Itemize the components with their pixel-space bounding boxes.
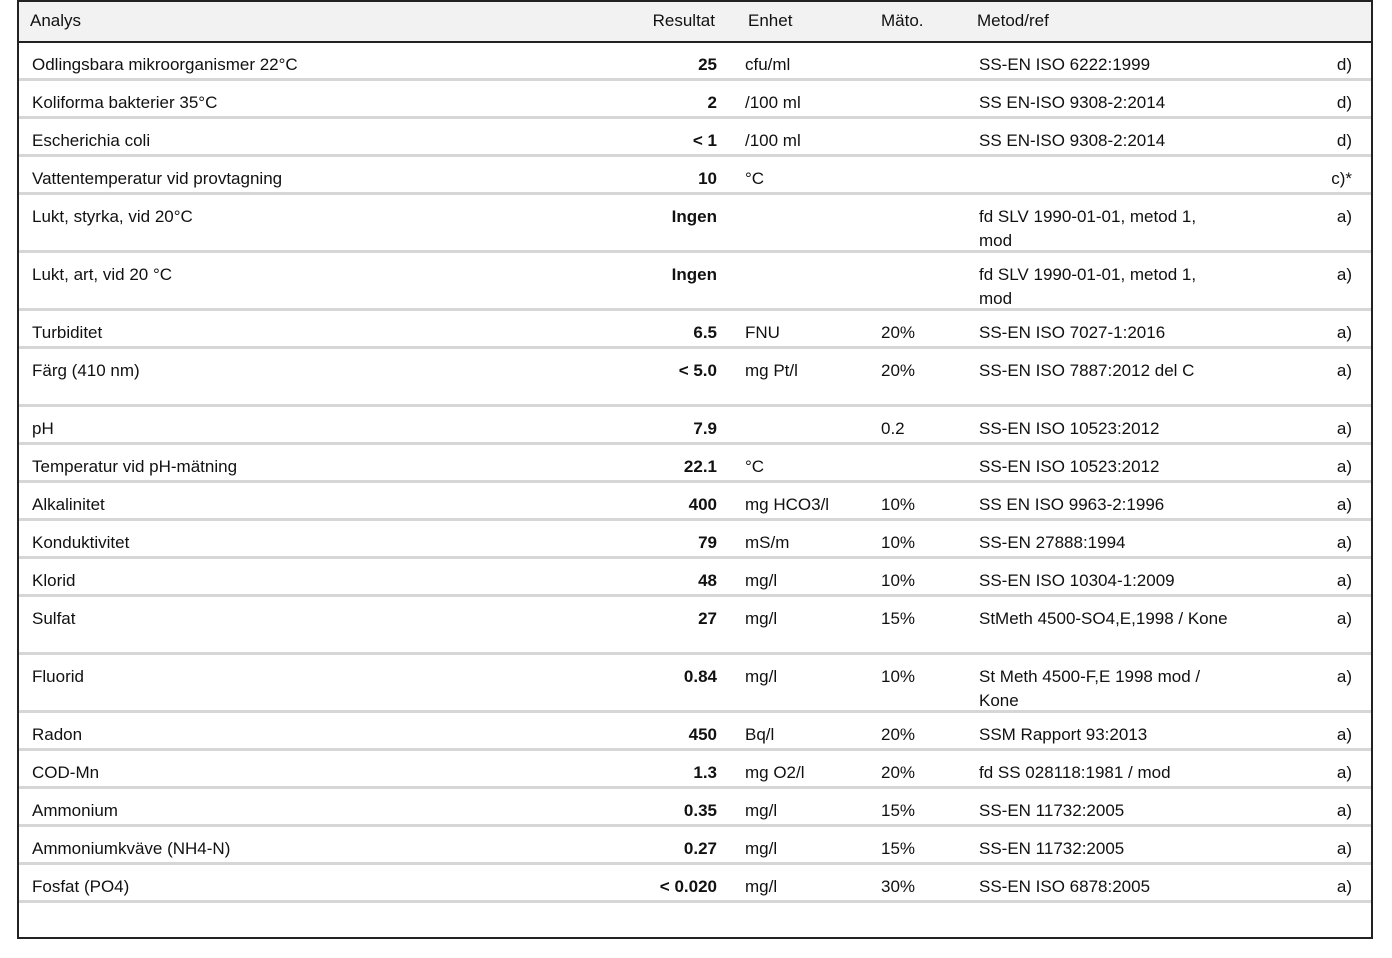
cell-analys: Fosfat (PO4): [32, 877, 130, 896]
table-row: [19, 655, 1371, 713]
cell-metod: SS-EN ISO 6878:2005: [979, 877, 1151, 896]
cell-resultat: 450: [688, 725, 717, 744]
cell-ref: a): [1336, 265, 1352, 284]
cell-enhet: mg/l: [745, 839, 778, 858]
cell-enhet: mg/l: [745, 877, 778, 896]
cell-metod: SS EN-ISO 9308-2:2014: [979, 131, 1166, 150]
table-row: [19, 349, 1371, 407]
cell-metod: fd SS 028118:1981 / mod: [979, 763, 1171, 782]
cell-resultat: 25: [698, 55, 717, 74]
table-row: [19, 483, 1371, 521]
cell-resultat: < 5.0: [678, 361, 717, 380]
cell-enhet: mg/l: [745, 609, 778, 628]
table-row: [19, 119, 1371, 157]
cell-enhet: FNU: [745, 323, 780, 342]
cell-analys: Lukt, art, vid 20 °C: [32, 265, 173, 284]
cell-analys: Escherichia coli: [32, 131, 151, 150]
table-body: [19, 43, 1371, 903]
cell-analys: Sulfat: [32, 609, 76, 628]
cell-metod: St Meth 4500-F,E 1998 mod / Kone: [979, 667, 1201, 710]
cell-resultat: 1.3: [693, 763, 717, 782]
cell-metod: SS-EN 11732:2005: [979, 839, 1125, 858]
cell-enhet: mg/l: [745, 571, 778, 590]
cell-metod: SS-EN ISO 7887:2012 del C: [979, 361, 1195, 380]
cell-resultat: Ingen: [671, 265, 717, 284]
cell-resultat: 0.35: [683, 801, 717, 820]
cell-resultat: 6.5: [693, 323, 717, 342]
cell-ref: a): [1336, 533, 1352, 552]
cell-metod: SS-EN ISO 7027-1:2016: [979, 323, 1166, 342]
table-row: [19, 311, 1371, 349]
cell-mato: 10%: [881, 533, 916, 552]
cell-enhet: mg Pt/l: [745, 361, 798, 380]
cell-enhet: mg/l: [745, 667, 778, 686]
cell-mato: 10%: [881, 667, 916, 686]
cell-resultat: 79: [698, 533, 717, 552]
table-row: [19, 751, 1371, 789]
cell-enhet: mg HCO3/l: [745, 495, 830, 514]
cell-ref: c)*: [1331, 169, 1352, 188]
table-row: [19, 865, 1371, 903]
cell-mato: 15%: [881, 609, 916, 628]
results-table: [17, 0, 1373, 939]
cell-mato: 15%: [881, 839, 916, 858]
cell-analys: Turbiditet: [32, 323, 103, 342]
cell-ref: a): [1336, 801, 1352, 820]
cell-metod: SS-EN 11732:2005: [979, 801, 1125, 820]
cell-analys: pH: [32, 419, 54, 438]
cell-ref: a): [1336, 361, 1352, 380]
cell-metod: SS EN ISO 9963-2:1996: [979, 495, 1165, 514]
table-row: [19, 43, 1371, 81]
cell-resultat: 27: [698, 609, 717, 628]
cell-resultat: Ingen: [671, 207, 717, 226]
cell-metod: SS-EN 27888:1994: [979, 533, 1126, 552]
cell-resultat: 7.9: [693, 419, 717, 438]
cell-enhet: °C: [745, 457, 765, 476]
cell-enhet: °C: [745, 169, 765, 188]
cell-analys: Fluorid: [32, 667, 84, 686]
cell-enhet: mg/l: [745, 801, 778, 820]
cell-mato: 15%: [881, 801, 916, 820]
table-row: [19, 789, 1371, 827]
cell-analys: COD-Mn: [32, 763, 100, 782]
table-row: [19, 713, 1371, 751]
cell-resultat: 2: [707, 93, 717, 112]
cell-resultat: 400: [688, 495, 717, 514]
table-row: [19, 81, 1371, 119]
cell-ref: a): [1336, 323, 1352, 342]
cell-metod: fd SLV 1990-01-01, metod 1, mod: [979, 207, 1197, 250]
cell-mato: 10%: [881, 495, 916, 514]
header-enhet: Enhet: [748, 11, 793, 30]
cell-resultat: 22.1: [683, 457, 717, 476]
table-row: [19, 827, 1371, 865]
cell-ref: a): [1336, 419, 1352, 438]
cell-analys: Odlingsbara mikroorganismer 22°C: [32, 55, 298, 74]
cell-metod: SS-EN ISO 6222:1999: [979, 55, 1151, 74]
cell-mato: 0.2: [881, 419, 905, 438]
cell-resultat: < 0.020: [659, 877, 717, 896]
cell-ref: a): [1336, 725, 1352, 744]
header-resultat: Resultat: [652, 11, 715, 30]
cell-analys: Ammoniumkväve (NH4-N): [32, 839, 231, 858]
cell-ref: d): [1336, 55, 1352, 74]
table-row: [19, 253, 1371, 311]
cell-analys: Ammonium: [32, 801, 118, 820]
cell-metod: fd SLV 1990-01-01, metod 1, mod: [979, 265, 1197, 308]
cell-mato: 30%: [881, 877, 916, 896]
cell-resultat: 10: [698, 169, 717, 188]
cell-enhet: /100 ml: [745, 93, 801, 112]
cell-ref: a): [1336, 667, 1352, 686]
cell-ref: a): [1336, 877, 1352, 896]
cell-enhet: Bq/l: [745, 725, 775, 744]
cell-analys: Radon: [32, 725, 83, 744]
table-row: [19, 597, 1371, 655]
cell-ref: a): [1336, 763, 1352, 782]
cell-analys: Vattentemperatur vid provtagning: [32, 169, 283, 188]
table-row: [19, 445, 1371, 483]
cell-metod: SS-EN ISO 10304-1:2009: [979, 571, 1175, 590]
cell-ref: a): [1336, 457, 1352, 476]
cell-mato: 10%: [881, 571, 916, 590]
cell-enhet: /100 ml: [745, 131, 801, 150]
header-metod: Metod/ref: [977, 11, 1049, 30]
cell-analys: Koliforma bakterier 35°C: [32, 93, 218, 112]
header-analys: Analys: [30, 11, 82, 30]
cell-ref: a): [1336, 495, 1352, 514]
cell-metod: SSM Rapport 93:2013: [979, 725, 1148, 744]
cell-resultat: < 1: [692, 131, 717, 150]
table-row: [19, 195, 1371, 253]
table-header: [19, 2, 1371, 43]
cell-ref: a): [1336, 839, 1352, 858]
cell-ref: a): [1336, 571, 1352, 590]
cell-mato: 20%: [881, 725, 916, 744]
cell-enhet: cfu/ml: [745, 55, 791, 74]
cell-ref: a): [1336, 207, 1352, 226]
cell-ref: a): [1336, 609, 1352, 628]
cell-analys: Färg (410 nm): [32, 361, 140, 380]
cell-analys: Lukt, styrka, vid 20°C: [32, 207, 193, 226]
cell-mato: 20%: [881, 361, 916, 380]
table-row: [19, 157, 1371, 195]
cell-resultat: 0.27: [683, 839, 717, 858]
cell-metod: SS EN-ISO 9308-2:2014: [979, 93, 1166, 112]
cell-analys: Konduktivitet: [32, 533, 130, 552]
cell-analys: Klorid: [32, 571, 76, 590]
cell-analys: Alkalinitet: [32, 495, 105, 514]
cell-enhet: mS/m: [745, 533, 790, 552]
table-row: [19, 559, 1371, 597]
cell-resultat: 0.84: [683, 667, 717, 686]
cell-ref: d): [1336, 93, 1352, 112]
table-row: [19, 521, 1371, 559]
cell-resultat: 48: [698, 571, 717, 590]
table-row: [19, 407, 1371, 445]
cell-mato: 20%: [881, 323, 916, 342]
cell-ref: d): [1336, 131, 1352, 150]
cell-analys: Temperatur vid pH-mätning: [32, 457, 238, 476]
cell-metod: SS-EN ISO 10523:2012: [979, 457, 1160, 476]
cell-enhet: mg O2/l: [745, 763, 805, 782]
cell-metod: StMeth 4500-SO4,E,1998 / Kone: [979, 609, 1228, 628]
header-mato: Mäto.: [881, 11, 924, 30]
cell-mato: 20%: [881, 763, 916, 782]
cell-metod: SS-EN ISO 10523:2012: [979, 419, 1160, 438]
